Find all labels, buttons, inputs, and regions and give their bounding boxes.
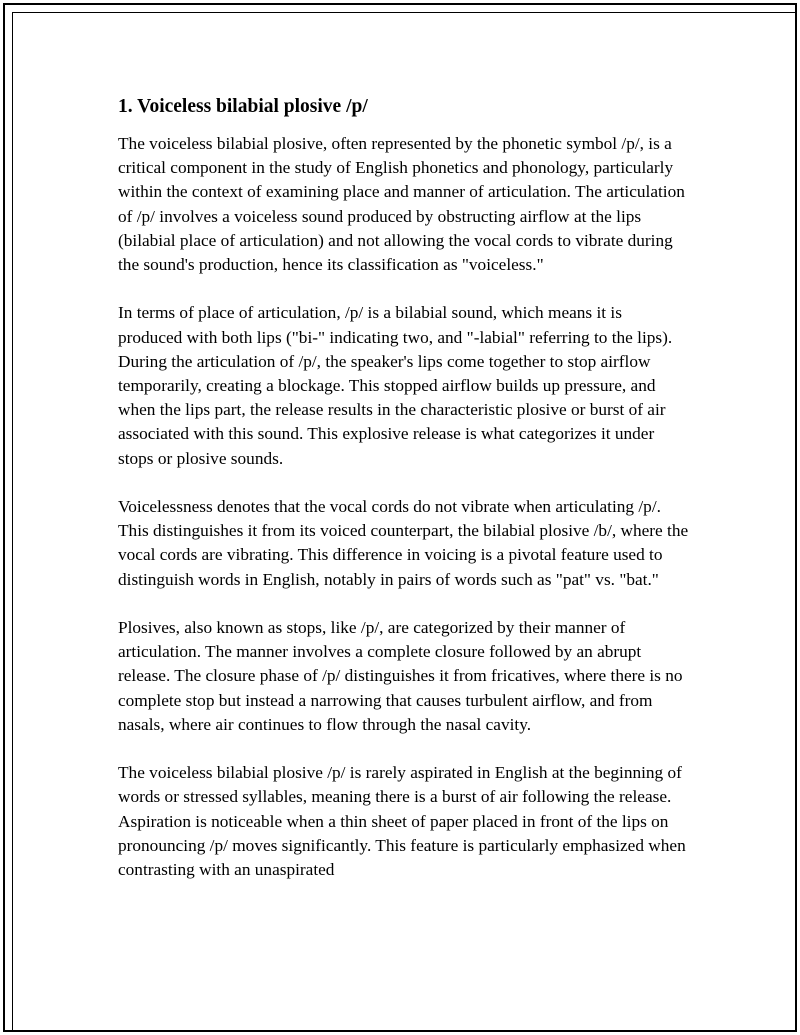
paragraph-4: Plosives, also known as stops, like /p/, are categorized by their manner of articulation. The manner involves a complete closure followed by an abrupt release. The closure phase of /p/ distinguishes it from fricatives, where there is no complete stop but instead a narrowing that causes turbulent airflow, and from nasals, where air continues to flow through the nasal cavity.	[118, 618, 683, 734]
paragraph-2: In terms of place of articulation, /p/ is a bilabial sound, which means it is produced with both lips ("bi-" indicating two, and "-labial" referring to the lips). During the articulation of /p/, the speaker's lips come together to stop airflow temporarily, creating a blockage. This stopped airflow builds up pressure, and when the lips part, the release results in the characteristic plosive or burst of air associated with this sound. This explosive release is what categorizes it under stops or plosive sounds.	[118, 303, 673, 468]
paragraph-1: The voiceless bilabial plosive, often represented by the phonetic symbol /p/, is a critical component in the study of English phonetics and phonology, particularly within the context of examining place and manner of articulation. The articulation of /p/ involves a voiceless sound produced by obstructing airflow at the lips (bilabial place of articulation) and not allowing the vocal cords to vibrate during the sound's production, hence its classification as "voiceless."	[118, 134, 685, 275]
paragraph-5: The voiceless bilabial plosive /p/ is rarely aspirated in English at the beginning of words or stressed syllables, meaning there is a burst of air following the release. Aspiration is noticeable when a thin sheet of paper placed in front of the lips on pronouncing /p/ moves significantly. This feature is particularly emphasized when contrasting with an unaspirated	[118, 763, 686, 880]
paragraph-3: Voicelessness denotes that the vocal cords do not vibrate when articulating /p/. This distinguishes it from its voiced counterpart, the bilabial plosive /b/, where the vocal cords are vibrating. This difference in voicing is a pivotal feature used to distinguish words in English, notably in pairs of words such as "pat" vs. "bat."	[118, 497, 689, 589]
document-body	[118, 94, 690, 882]
section-heading: 1. Voiceless bilabial plosive /p/	[118, 96, 368, 117]
